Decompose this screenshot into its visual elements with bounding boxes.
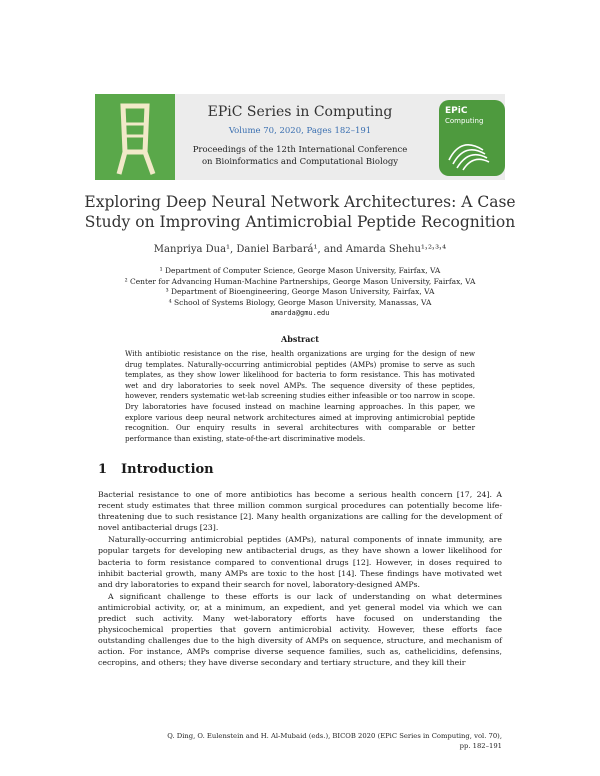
section-title: Introduction (121, 462, 214, 477)
affiliations (60, 266, 540, 319)
title-line: Study on Improving Antimicrobial Peptide Recognition (84, 213, 516, 231)
footer-pages: pp. 182–191 (459, 742, 502, 750)
paragraph: Naturally-occurring antimicrobial peptides (AMPs), natural components of innate immunity, are popular targets for developing new antibacterial drugs, as they have shown a lower likelihood for bacteria to form resistance compared to conventional drugs [12]. However, in doses required to inhibit bacterial growth, many AMPs are toxic to the host [14]. These findings have motivated wet and dry laboratories to expand their search for novel, laboratory-designed AMPs. (98, 535, 502, 589)
affiliation: ¹ Department of Computer Science, George Mason University, Fairfax, VA (159, 266, 441, 275)
contact-email[interactable]: amarda@gmu.edu (270, 309, 330, 317)
affiliation: ⁴ School of Systems Biology, George Mason University, Manassas, VA (168, 297, 432, 307)
section-heading (98, 462, 228, 477)
epic-computing-logo (439, 100, 505, 176)
paper-title (70, 192, 530, 232)
volume-pages: Volume 70, 2020, Pages 182–191 (228, 126, 372, 136)
logo-computing-text: Computing (445, 117, 484, 125)
page-footer (102, 731, 502, 751)
spiral-icon (439, 100, 505, 176)
epic-series-logo (95, 94, 175, 180)
abstract-text: With antibiotic resistance on the rise, health organizations are urging for the design of new drug templates. Naturally-occurring antimicrobial peptides (AMPs) promise to serve as such templates, as they show lower likelihood for bacteria to form resistance. This has motivated wet and dry laboratories to seek novel AMPs. The sequence diversity of these peptides, however, renders systematic wet-lab screening studies either infeasible or too narrow in scope. Dry laboratories have focused instead on machine learning approaches. In this paper, we explore various deep neural network architectures aimed at improving antimicrobial peptide recognition. Our enquiry results in several architectures with comparable or better performance than existing, state-of-the-art discriminative models. (125, 349, 475, 443)
body-text (98, 489, 502, 670)
author-list: Manpriya Dua¹, Daniel Barbará¹, and Amarda Shehu¹˒²˒³˒⁴ (153, 244, 447, 255)
proceedings-line: on Bioinformatics and Computational Biology (201, 157, 399, 167)
footer-citation: Q. Ding, O. Eulenstein and H. Al-Mubaid (eds.), BICOB 2020 (EPiC Series in Computing, vol. 70), (167, 732, 502, 740)
logo-epic-text: EPiC (445, 106, 468, 116)
chair-logo-icon (95, 94, 175, 180)
paragraph: A significant challenge to these efforts is our lack of understanding on what determines antimicrobial activity, or, at a minimum, an expedient, and yet general model via which we can predict such activity. Many wet-laboratory efforts have focused on understanding the physicochemical properties that govern antimicrobial activity. However, these efforts face outstanding challenges due to the high diversity of AMPs on sequence, structure, and mechanism of action. For instance, AMPs comprise diverse sequence families, such as, cathelicidins, defensins, cecropins, and others; they have diverse secondary and tertiary structure, and they kill their (98, 591, 502, 668)
paragraph: Bacterial resistance to one of more antibiotics has become a serious health concern [17, 24]. A recent study estimates that three million common surgical procedures can potentially become life-threatening due to such resistance [2]. Many health organizations are calling for the development of novel antibacterial drugs [23]. (98, 490, 502, 533)
series-title: EPiC Series in Computing (207, 104, 393, 120)
proceedings-name (175, 144, 425, 168)
title-line: Exploring Deep Neural Network Architectures: A Case (84, 193, 516, 211)
affiliation: ² Center for Advancing Human-Machine Partnerships, George Mason University, Fairfax, VA (124, 276, 476, 286)
proceedings-line: Proceedings of the 12th International Conference (192, 145, 408, 155)
section-number: 1 (98, 462, 108, 477)
abstract-heading: Abstract (281, 334, 319, 344)
affiliation: ³ Department of Bioengineering, George Mason University, Fairfax, VA (165, 287, 435, 296)
